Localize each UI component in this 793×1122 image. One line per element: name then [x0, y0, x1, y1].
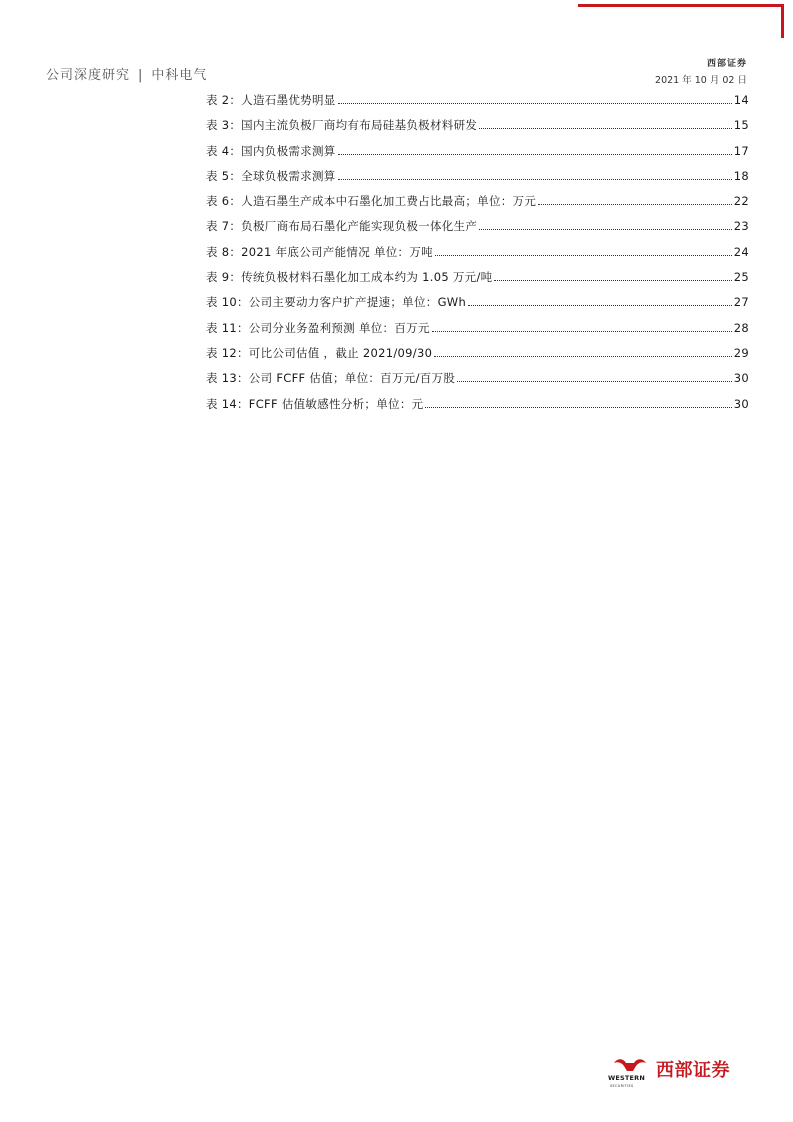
toc-entry-title: 表 13：公司 FCFF 估值；单位：百万元/百万股: [206, 371, 456, 386]
toc-page-number: 15: [733, 118, 749, 133]
toc-page-number: 27: [733, 295, 749, 310]
toc-row[interactable]: [206, 92, 749, 117]
toc-dot-leader: [538, 203, 732, 205]
toc-dot-leader: [468, 304, 732, 306]
toc-page-number: 17: [733, 143, 749, 158]
toc-row[interactable]: [206, 218, 749, 243]
toc-dot-leader: [432, 330, 732, 332]
toc-dot-leader: [338, 102, 732, 104]
report-date: 2021 年 10 月 02 日: [655, 75, 747, 86]
header-separator: |: [138, 68, 144, 83]
toc-dot-leader: [338, 153, 732, 155]
toc-entry-title: 表 8：2021 年底公司产能情况 单位：万吨: [206, 244, 433, 259]
toc-row[interactable]: [206, 244, 749, 269]
toc-row[interactable]: [206, 396, 749, 421]
toc-page-number: 30: [733, 371, 749, 386]
toc-page-number: 22: [733, 194, 749, 209]
toc-entry-title: 表 11：公司分业务盈利预测 单位：百万元: [206, 320, 430, 335]
toc-dot-leader: [479, 228, 732, 230]
toc-entry-title: 表 10：公司主要动力客户扩产提速；单位：GWh: [206, 295, 467, 310]
toc-page-number: 24: [733, 244, 749, 259]
toc-row[interactable]: [206, 143, 749, 168]
toc-page-number: 14: [733, 93, 749, 107]
corner-bracket-decoration: [578, 4, 784, 38]
toc-dot-leader: [425, 406, 731, 408]
toc-row[interactable]: [206, 168, 749, 193]
toc-page-number: 28: [733, 320, 749, 335]
toc-entry-title: 表 9：传统负极材料石墨化加工成本约为 1.05 万元/吨: [206, 270, 493, 285]
footer-logo: [608, 1055, 730, 1088]
report-header: [46, 64, 207, 83]
toc-row[interactable]: [206, 320, 749, 345]
toc-dot-leader: [338, 178, 732, 180]
logo-chinese: 西部证券: [656, 1060, 730, 1081]
toc-dot-leader: [435, 254, 732, 256]
toc-entry-title: 表 5：全球负极需求测算: [206, 168, 336, 183]
logo-mark: [608, 1055, 652, 1088]
toc-dot-leader: [479, 127, 732, 129]
toc-entry-title: 表 14：FCFF 估值敏感性分析；单位：元: [206, 396, 424, 411]
toc-page-number: 29: [733, 345, 749, 360]
toc-page-number: 23: [733, 219, 749, 234]
toc-row[interactable]: [206, 193, 749, 218]
toc-row[interactable]: [206, 269, 749, 294]
report-type: 公司深度研究: [46, 68, 131, 83]
toc-entry-title: 表 2：人造石墨优势明显: [206, 93, 336, 107]
toc-page-number: 18: [733, 168, 749, 183]
toc-row[interactable]: [206, 345, 749, 370]
toc-dot-leader: [434, 355, 732, 357]
toc-dot-leader: [494, 279, 731, 281]
bull-logo-icon: [608, 1055, 652, 1075]
toc-dot-leader: [457, 380, 732, 382]
table-of-contents: [206, 92, 749, 421]
toc-entry-title: 表 12：可比公司估值 ，截止 2021/09/30: [206, 345, 433, 360]
toc-entry-title: 表 7：负极厂商布局石墨化产能实现负极一体化生产: [206, 219, 478, 234]
company-name: 中科电气: [151, 68, 208, 83]
toc-row[interactable]: [206, 370, 749, 395]
toc-entry-title: 表 3：国内主流负极厂商均有布局硅基负极材料研发: [206, 118, 478, 133]
toc-row[interactable]: [206, 117, 749, 142]
toc-row[interactable]: [206, 294, 749, 319]
toc-entry-title: 表 4：国内负极需求测算: [206, 143, 336, 158]
logo-english: WESTERN: [608, 1073, 646, 1082]
header-broker-block: [655, 56, 747, 86]
toc-page-number: 30: [733, 396, 749, 411]
logo-english-sub: SECURITIES: [610, 1083, 634, 1088]
toc-entry-title: 表 6：人造石墨生产成本中石墨化加工费占比最高；单位：万元: [206, 194, 537, 209]
toc-page-number: 25: [733, 270, 749, 285]
broker-name: 西部证券: [706, 59, 747, 69]
